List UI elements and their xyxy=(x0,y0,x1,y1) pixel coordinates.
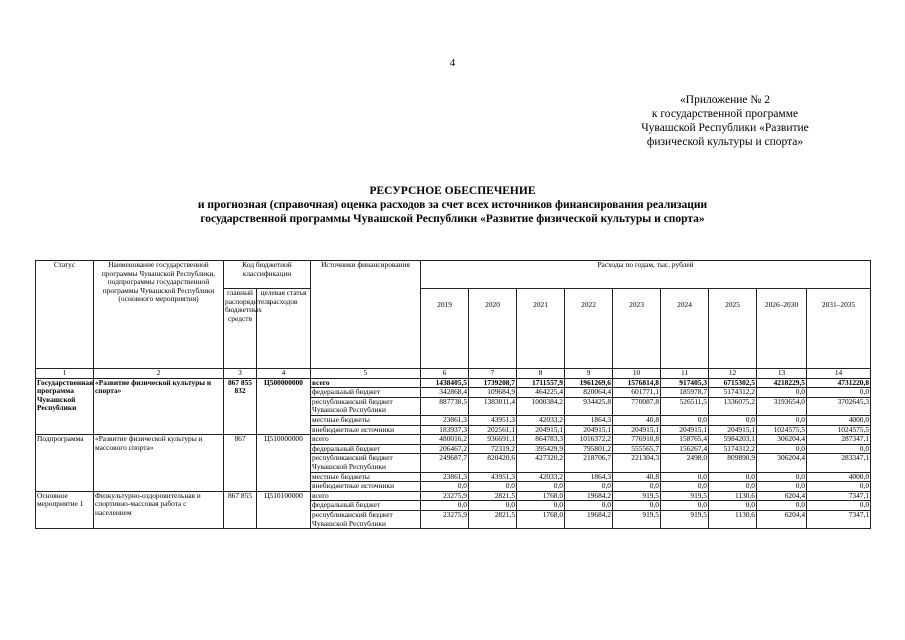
value-cell: 42033,2 xyxy=(517,472,565,482)
header-year: 2019 xyxy=(421,289,469,369)
block-status: Основное мероприятие 1 xyxy=(36,491,94,528)
block-name: «Развитие физической культуры и массового спорта» xyxy=(94,435,224,492)
header-expenses: Расходы по годам, тыс. рублей xyxy=(421,261,871,289)
value-cell: 0,0 xyxy=(661,501,709,511)
header-year: 2031–2035 xyxy=(807,289,871,369)
value-cell: 601771,1 xyxy=(613,388,661,398)
column-number: 10 xyxy=(613,369,661,379)
value-cell: 1768,0 xyxy=(517,491,565,501)
value-cell: 526511,5 xyxy=(661,397,709,415)
value-cell: 158765,4 xyxy=(661,435,709,445)
value-cell: 43951,3 xyxy=(469,415,517,425)
value-cell: 395429,9 xyxy=(517,444,565,454)
value-cell: 0,0 xyxy=(469,482,517,492)
value-cell: 23861,3 xyxy=(421,415,469,425)
column-number: 4 xyxy=(257,369,311,379)
value-cell: 919,5 xyxy=(661,510,709,528)
value-cell: 23275,9 xyxy=(421,510,469,528)
value-cell: 43951,3 xyxy=(469,472,517,482)
value-cell: 283347,1 xyxy=(807,454,871,472)
value-cell: 0,0 xyxy=(661,482,709,492)
block-name: Физкультурно-оздоровительная и спортивно-массовая работа с населением xyxy=(94,491,224,528)
column-number: 9 xyxy=(565,369,613,379)
value-cell: 427320,2 xyxy=(517,454,565,472)
source-cell: республиканский бюджет Чувашской Республики xyxy=(311,454,421,472)
block-grbs: 867 855 832 xyxy=(224,378,257,435)
value-cell: 820420,6 xyxy=(469,454,517,472)
source-cell: федеральный бюджет xyxy=(311,501,421,511)
value-cell: 6715302,5 xyxy=(709,378,757,388)
value-cell: 249687,7 xyxy=(421,454,469,472)
value-cell: 3193654,0 xyxy=(757,397,807,415)
header-sources: Источники финансирования xyxy=(311,261,421,369)
title-line-2: и прогнозная (справочная) оценка расходов за счет всех источников финансирования реализации xyxy=(197,199,708,211)
value-cell: 19684,2 xyxy=(565,491,613,501)
value-cell: 4000,0 xyxy=(807,472,871,482)
value-cell: 917405,3 xyxy=(661,378,709,388)
value-cell: 204915,1 xyxy=(661,425,709,435)
header-year: 2024 xyxy=(661,289,709,369)
value-cell: 770087,8 xyxy=(613,397,661,415)
value-cell: 0,0 xyxy=(421,501,469,511)
value-cell: 1130,6 xyxy=(709,510,757,528)
block-target: Ц510000000 xyxy=(257,435,311,492)
column-number: 11 xyxy=(661,369,709,379)
value-cell: 5174312,2 xyxy=(709,444,757,454)
value-cell: 306204,4 xyxy=(757,435,807,445)
value-cell: 0,0 xyxy=(709,501,757,511)
value-cell: 5984203,1 xyxy=(709,435,757,445)
value-cell: 936691,1 xyxy=(469,435,517,445)
block-name: «Развитие физической культуры и спорта» xyxy=(94,378,224,435)
value-cell: 204915,1 xyxy=(613,425,661,435)
value-cell: 1961269,6 xyxy=(565,378,613,388)
value-cell: 1024575,5 xyxy=(757,425,807,435)
source-cell: всего xyxy=(311,491,421,501)
value-cell: 0,0 xyxy=(757,472,807,482)
value-cell: 0,0 xyxy=(661,472,709,482)
value-cell: 1768,0 xyxy=(517,510,565,528)
source-cell: внебюджетные источники xyxy=(311,482,421,492)
block-grbs: 867 855 xyxy=(224,491,257,528)
value-cell: 2821,5 xyxy=(469,491,517,501)
source-cell: республиканский бюджет Чувашской Республики xyxy=(311,397,421,415)
value-cell: 0,0 xyxy=(709,415,757,425)
value-cell: 287347,1 xyxy=(807,435,871,445)
value-cell: 23861,3 xyxy=(421,472,469,482)
column-number: 2 xyxy=(94,369,224,379)
value-cell: 306204,4 xyxy=(757,454,807,472)
value-cell: 185978,7 xyxy=(661,388,709,398)
value-cell: 4218229,5 xyxy=(757,378,807,388)
value-cell: 6204,4 xyxy=(757,491,807,501)
value-cell: 109684,9 xyxy=(469,388,517,398)
header-year: 2020 xyxy=(469,289,517,369)
value-cell: 776910,8 xyxy=(613,435,661,445)
column-number-row xyxy=(36,369,871,379)
value-cell: 919,5 xyxy=(661,491,709,501)
value-cell: 1000384,2 xyxy=(517,397,565,415)
header-target: целевая статья расходов xyxy=(257,289,311,369)
value-cell: 156267,4 xyxy=(661,444,709,454)
value-cell: 40,8 xyxy=(613,415,661,425)
header-year: 2023 xyxy=(613,289,661,369)
value-cell: 206467,2 xyxy=(421,444,469,454)
value-cell: 7347,1 xyxy=(807,491,871,501)
column-number: 3 xyxy=(224,369,257,379)
value-cell: 40,8 xyxy=(613,472,661,482)
value-cell: 0,0 xyxy=(757,501,807,511)
value-cell: 1864,3 xyxy=(565,415,613,425)
value-cell: 0,0 xyxy=(757,482,807,492)
value-cell: 0,0 xyxy=(757,444,807,454)
value-cell: 809890,9 xyxy=(709,454,757,472)
value-cell: 4000,0 xyxy=(807,415,871,425)
header-year: 2025 xyxy=(709,289,757,369)
value-cell: 0,0 xyxy=(421,482,469,492)
source-cell: внебюджетные источники xyxy=(311,425,421,435)
value-cell: 0,0 xyxy=(807,482,871,492)
source-cell: всего xyxy=(311,378,421,388)
block-target: Ц510100000 xyxy=(257,491,311,528)
value-cell: 1864,3 xyxy=(565,472,613,482)
source-cell: всего xyxy=(311,435,421,445)
value-cell: 23275,9 xyxy=(421,491,469,501)
value-cell: 480016,2 xyxy=(421,435,469,445)
value-cell: 795801,2 xyxy=(565,444,613,454)
column-number: 7 xyxy=(469,369,517,379)
value-cell: 183937,3 xyxy=(421,425,469,435)
source-cell: местные бюджеты xyxy=(311,472,421,482)
column-number: 13 xyxy=(757,369,807,379)
value-cell: 919,5 xyxy=(613,510,661,528)
value-cell: 0,0 xyxy=(757,415,807,425)
table-row xyxy=(36,435,871,445)
value-cell: 218706,7 xyxy=(565,454,613,472)
value-cell: 1130,6 xyxy=(709,491,757,501)
value-cell: 0,0 xyxy=(807,501,871,511)
value-cell: 204915,1 xyxy=(517,425,565,435)
value-cell: 934425,8 xyxy=(565,397,613,415)
column-number: 1 xyxy=(36,369,94,379)
column-number: 14 xyxy=(807,369,871,379)
value-cell: 1024575,5 xyxy=(807,425,871,435)
value-cell: 864783,3 xyxy=(517,435,565,445)
value-cell: 202561,1 xyxy=(469,425,517,435)
appendix-line: к государственной программе xyxy=(651,108,799,120)
value-cell: 0,0 xyxy=(565,501,613,511)
value-cell: 4731220,8 xyxy=(807,378,871,388)
value-cell: 887738,5 xyxy=(421,397,469,415)
value-cell: 1739208,7 xyxy=(469,378,517,388)
value-cell: 0,0 xyxy=(613,482,661,492)
source-cell: федеральный бюджет xyxy=(311,388,421,398)
source-cell: республиканский бюджет Чувашской Республики xyxy=(311,510,421,528)
header-year: 2022 xyxy=(565,289,613,369)
column-number: 8 xyxy=(517,369,565,379)
appendix-line: физической культуры и спорта» xyxy=(646,136,804,148)
value-cell: 2498,0 xyxy=(661,454,709,472)
appendix-caption xyxy=(600,93,850,149)
value-cell: 0,0 xyxy=(469,501,517,511)
header-name: Наименование государственной программы Чувашской Республики, подпрограммы государственной программы Чувашской Республики (основного мероприятия) xyxy=(94,261,224,369)
value-cell: 6204,4 xyxy=(757,510,807,528)
header-status: Статус xyxy=(36,261,94,369)
source-cell: федеральный бюджет xyxy=(311,444,421,454)
value-cell: 0,0 xyxy=(517,501,565,511)
value-cell: 3702645,3 xyxy=(807,397,871,415)
value-cell: 1711557,9 xyxy=(517,378,565,388)
value-cell: 1383011,4 xyxy=(469,397,517,415)
value-cell: 0,0 xyxy=(661,415,709,425)
block-target: Ц500000000 xyxy=(257,378,311,435)
appendix-line: «Приложение № 2 xyxy=(680,94,770,106)
value-cell: 0,0 xyxy=(565,482,613,492)
header-code: Код бюджетной классификации xyxy=(224,261,311,289)
block-status: Государственная программа Чувашской Республики xyxy=(36,378,94,435)
header-grbs: главный распорядитель бюджетных средств xyxy=(224,289,257,369)
value-cell: 820064,4 xyxy=(565,388,613,398)
value-cell: 0,0 xyxy=(807,444,871,454)
value-cell: 1336075,2 xyxy=(709,397,757,415)
value-cell: 0,0 xyxy=(709,472,757,482)
header-year: 2026–2030 xyxy=(757,289,807,369)
document-title xyxy=(0,184,905,226)
value-cell: 204915,1 xyxy=(565,425,613,435)
block-grbs: 867 xyxy=(224,435,257,492)
value-cell: 1576814,8 xyxy=(613,378,661,388)
value-cell: 204915,1 xyxy=(709,425,757,435)
value-cell: 0,0 xyxy=(613,501,661,511)
value-cell: 464225,4 xyxy=(517,388,565,398)
resource-table xyxy=(35,260,871,529)
appendix-line: Чувашской Республики «Развитие xyxy=(641,122,809,134)
block-status: Подпрограмма xyxy=(36,435,94,492)
column-number: 12 xyxy=(709,369,757,379)
value-cell: 1016372,2 xyxy=(565,435,613,445)
value-cell: 7347,1 xyxy=(807,510,871,528)
page-number: 4 xyxy=(449,57,456,69)
value-cell: 5174312,2 xyxy=(709,388,757,398)
value-cell: 2821,5 xyxy=(469,510,517,528)
value-cell: 1438405,5 xyxy=(421,378,469,388)
value-cell: 42033,2 xyxy=(517,415,565,425)
value-cell: 0,0 xyxy=(757,388,807,398)
value-cell: 0,0 xyxy=(807,388,871,398)
title-line-1: РЕСУРСНОЕ ОБЕСПЕЧЕНИЕ xyxy=(369,185,536,197)
header-year: 2021 xyxy=(517,289,565,369)
value-cell: 0,0 xyxy=(517,482,565,492)
value-cell: 19684,2 xyxy=(565,510,613,528)
value-cell: 72319,2 xyxy=(469,444,517,454)
value-cell: 221304,3 xyxy=(613,454,661,472)
column-number: 5 xyxy=(311,369,421,379)
value-cell: 342868,4 xyxy=(421,388,469,398)
value-cell: 919,5 xyxy=(613,491,661,501)
column-number: 6 xyxy=(421,369,469,379)
source-cell: местные бюджеты xyxy=(311,415,421,425)
value-cell: 0,0 xyxy=(709,482,757,492)
value-cell: 555565,7 xyxy=(613,444,661,454)
title-line-3: государственной программы Чувашской Республики «Развитие физической культуры и спорта» xyxy=(200,213,705,225)
